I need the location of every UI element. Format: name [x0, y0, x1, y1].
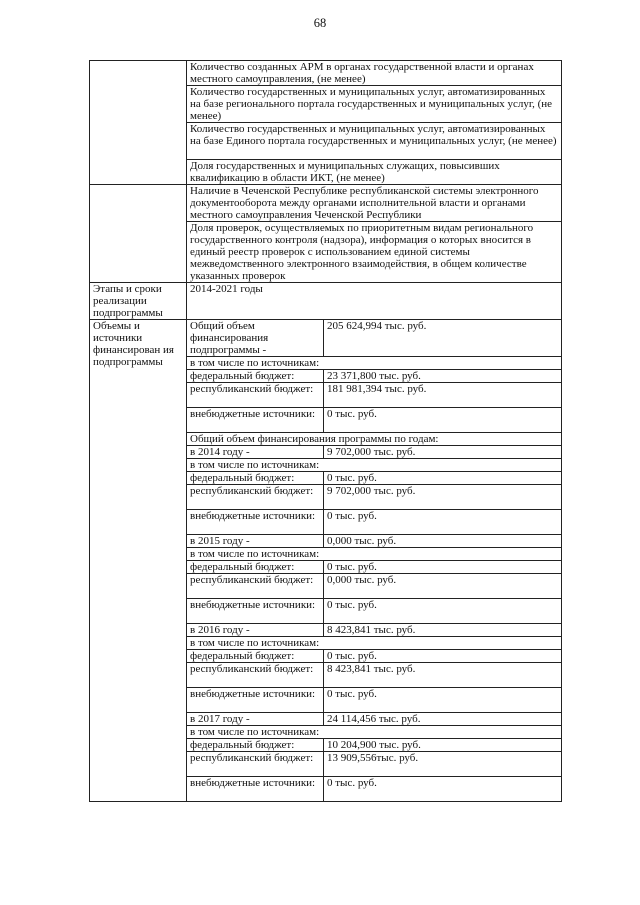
year-federal-label: федеральный бюджет:: [187, 739, 324, 752]
year-offbudget-label: внебюджетные источники:: [187, 599, 324, 624]
year-republic-label: республиканский бюджет:: [187, 752, 324, 777]
year-sources-label: в том числе по источникам:: [187, 637, 562, 650]
financing-by-years: Общий объем финансирования программы по годам:: [187, 433, 562, 446]
indicators-label-cell-2: [90, 185, 187, 283]
subprogram-passport-table: [89, 60, 562, 802]
year-offbudget-value: 0 тыс. руб.: [324, 599, 562, 624]
financing-federal-value: 23 371,800 тыс. руб.: [324, 370, 562, 383]
indicator-arm-count: Количество созданных АРМ в органах государственной власти и органах местного самоуправления, (не менее): [187, 61, 562, 86]
year-value: 24 114,456 тыс. руб.: [324, 713, 562, 726]
financing-total-value: 205 624,994 тыс. руб.: [324, 320, 562, 357]
financing-offbudget-value: 0 тыс. руб.: [324, 408, 562, 433]
year-value: 9 702,000 тыс. руб.: [324, 446, 562, 459]
financing-label: Объемы и источники финансирован ия подпрограммы: [90, 320, 187, 802]
year-label: в 2017 году -: [187, 713, 324, 726]
year-republic-value: 9 702,000 тыс. руб.: [324, 485, 562, 510]
year-offbudget-label: внебюджетные источники:: [187, 688, 324, 713]
year-federal-value: 10 204,900 тыс. руб.: [324, 739, 562, 752]
year-federal-value: 0 тыс. руб.: [324, 650, 562, 663]
indicators-label-cell: [90, 61, 187, 185]
year-republic-value: 8 423,841 тыс. руб.: [324, 663, 562, 688]
indicator-edms: Наличие в Чеченской Республике республиканской системы электронного документооборота между органами исполнительной власти и органами местного самоуправления Чеченской Республики: [187, 185, 562, 222]
year-label: в 2016 году -: [187, 624, 324, 637]
year-value: 8 423,841 тыс. руб.: [324, 624, 562, 637]
year-offbudget-label: внебюджетные источники:: [187, 510, 324, 535]
financing-total-label: Общий объем финансирования подпрограммы -: [187, 320, 324, 357]
year-republic-label: республиканский бюджет:: [187, 485, 324, 510]
stages-value: 2014-2021 годы: [187, 283, 562, 320]
financing-republic-value: 181 981,394 тыс. руб.: [324, 383, 562, 408]
year-label: в 2014 году -: [187, 446, 324, 459]
year-sources-label: в том числе по источникам:: [187, 548, 562, 561]
financing-offbudget-label: внебюджетные источники:: [187, 408, 324, 433]
year-republic-label: республиканский бюджет:: [187, 663, 324, 688]
year-value: 0,000 тыс. руб.: [324, 535, 562, 548]
financing-by-sources: в том числе по источникам:: [187, 357, 562, 370]
year-republic-value: 0,000 тыс. руб.: [324, 574, 562, 599]
table-row: [90, 283, 562, 320]
year-offbudget-label: внебюджетные источники:: [187, 777, 324, 802]
year-republic-value: 13 909,556тыс. руб.: [324, 752, 562, 777]
financing-federal-label: федеральный бюджет:: [187, 370, 324, 383]
table-row: [90, 61, 562, 86]
year-federal-label: федеральный бюджет:: [187, 472, 324, 485]
table-row: [90, 185, 562, 222]
financing-republic-label: республиканский бюджет:: [187, 383, 324, 408]
indicator-ict-qualification: Доля государственных и муниципальных служащих, повысивших квалификацию в области ИКТ, (не менее): [187, 160, 562, 185]
year-republic-label: республиканский бюджет:: [187, 574, 324, 599]
table-row: [90, 320, 562, 357]
year-federal-label: федеральный бюджет:: [187, 561, 324, 574]
indicator-unified-portal-services: Количество государственных и муниципальных услуг, автоматизированных на базе Единого портала государственных и муниципальных услуг, (не менее): [187, 123, 562, 160]
year-offbudget-value: 0 тыс. руб.: [324, 510, 562, 535]
year-sources-label: в том числе по источникам:: [187, 459, 562, 472]
year-label: в 2015 году -: [187, 535, 324, 548]
indicator-inspections-share: Доля проверок, осуществляемых по приоритетным видам регионального государственного контроля (надзора), информация о которых вносится в единый реестр проверок с использованием единой системы межведомственного электронного взаимодействия, в общем количестве указанных проверок: [187, 222, 562, 283]
year-federal-label: федеральный бюджет:: [187, 650, 324, 663]
year-sources-label: в том числе по источникам:: [187, 726, 562, 739]
stages-label: Этапы и сроки реализации подпрограммы: [90, 283, 187, 320]
page-number: 68: [313, 16, 327, 30]
year-federal-value: 0 тыс. руб.: [324, 561, 562, 574]
indicator-regional-portal-services: Количество государственных и муниципальных услуг, автоматизированных на базе регионального портала государственных и муниципальных услуг, (не менее): [187, 86, 562, 123]
year-offbudget-value: 0 тыс. руб.: [324, 688, 562, 713]
year-offbudget-value: 0 тыс. руб.: [324, 777, 562, 802]
year-federal-value: 0 тыс. руб.: [324, 472, 562, 485]
